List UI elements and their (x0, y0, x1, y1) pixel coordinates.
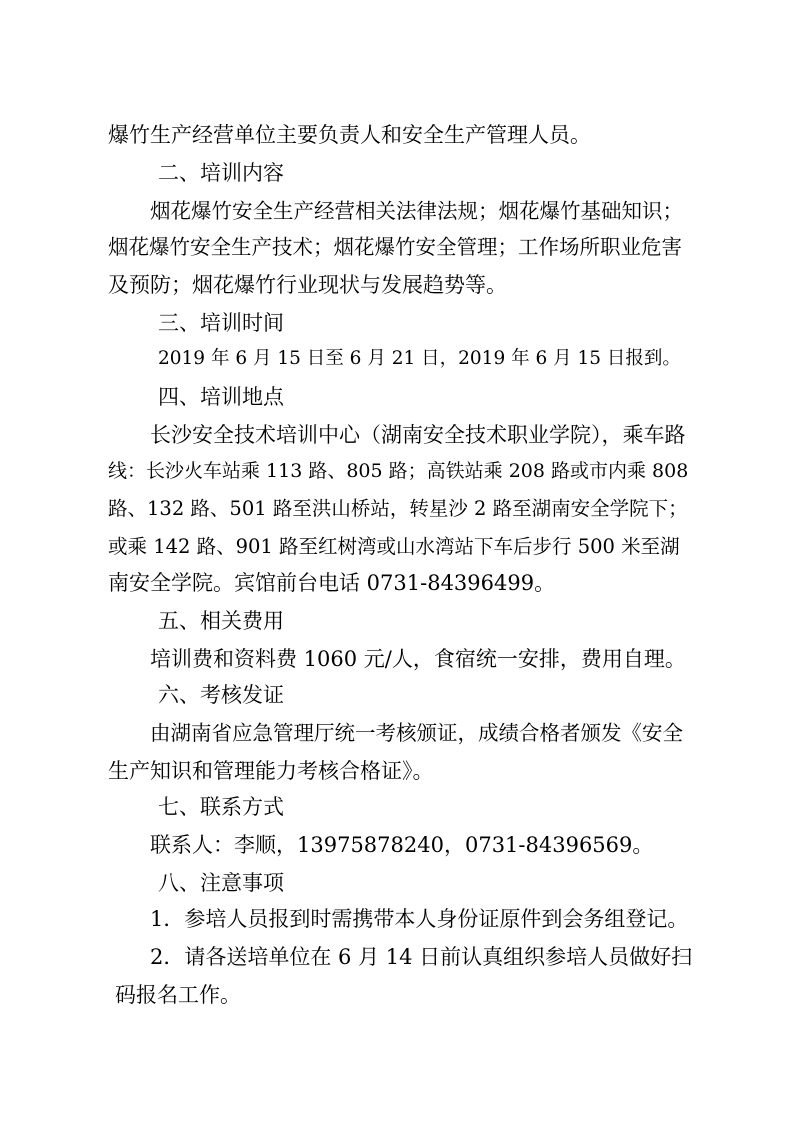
paragraph-line: 1．参培人员报到时需携带本人身份证原件到会务组登记。 (150, 907, 689, 931)
section-heading-location: 四、培训地点 (158, 385, 284, 409)
paragraph-line: 2019 年 6 月 15 日至 6 月 21 日，2019 年 6 月 15 日报到。 (158, 348, 681, 369)
section-heading-fees: 五、相关费用 (158, 609, 284, 633)
paragraph-line: 培训费和资料费 1060 元/人，食宿统一安排，费用自理。 (150, 647, 686, 671)
section-heading-notes: 八、注意事项 (158, 871, 284, 895)
paragraph-line: 烟花爆竹安全生产技术；烟花爆竹安全管理；工作场所职业危害 (108, 235, 682, 259)
paragraph-line: 联系人：李顺，13975878240，0731-84396569。 (150, 833, 654, 857)
paragraph-line: 长沙安全技术培训中心（湖南安全技术职业学院），乘车路 (150, 423, 686, 447)
paragraph-line: 爆竹生产经营单位主要负责人和安全生产管理人员。 (108, 123, 591, 147)
section-heading-contact: 七、联系方式 (158, 795, 284, 819)
paragraph-line: 2．请各送培单位在 6 月 14 日前认真组织参培人员做好扫 (150, 945, 693, 969)
paragraph-line: 路、132 路、501 路至洪山桥站，转星沙 2 路至湖南安全学院下； (108, 497, 688, 520)
section-heading-certification: 六、考核发证 (158, 683, 284, 707)
paragraph-line: 烟花爆竹安全生产经营相关法律法规；烟花爆竹基础知识； (150, 199, 683, 223)
paragraph-line: 或乘 142 路、901 路至红树湾或山水湾站下车后步行 500 米至湖 (108, 535, 680, 558)
paragraph-line: 线：长沙火车站乘 113 路、805 路；高铁站乘 208 路或市内乘 808 (108, 460, 689, 482)
paragraph-line: 码报名工作。 (115, 983, 241, 1007)
paragraph-line: 及预防；烟花爆竹行业现状与发展趋势等。 (108, 273, 507, 297)
paragraph-line: 南安全学院。宾馆前台电话 0731-84396499。 (108, 571, 556, 595)
paragraph-line: 由湖南省应急管理厅统一考核颁证，成绩合格者颁发《安全 (150, 721, 683, 745)
paragraph-line: 生产知识和管理能力考核合格证》。 (108, 759, 434, 783)
section-heading-time: 三、培训时间 (158, 311, 284, 335)
section-heading-content: 二、培训内容 (158, 161, 284, 185)
